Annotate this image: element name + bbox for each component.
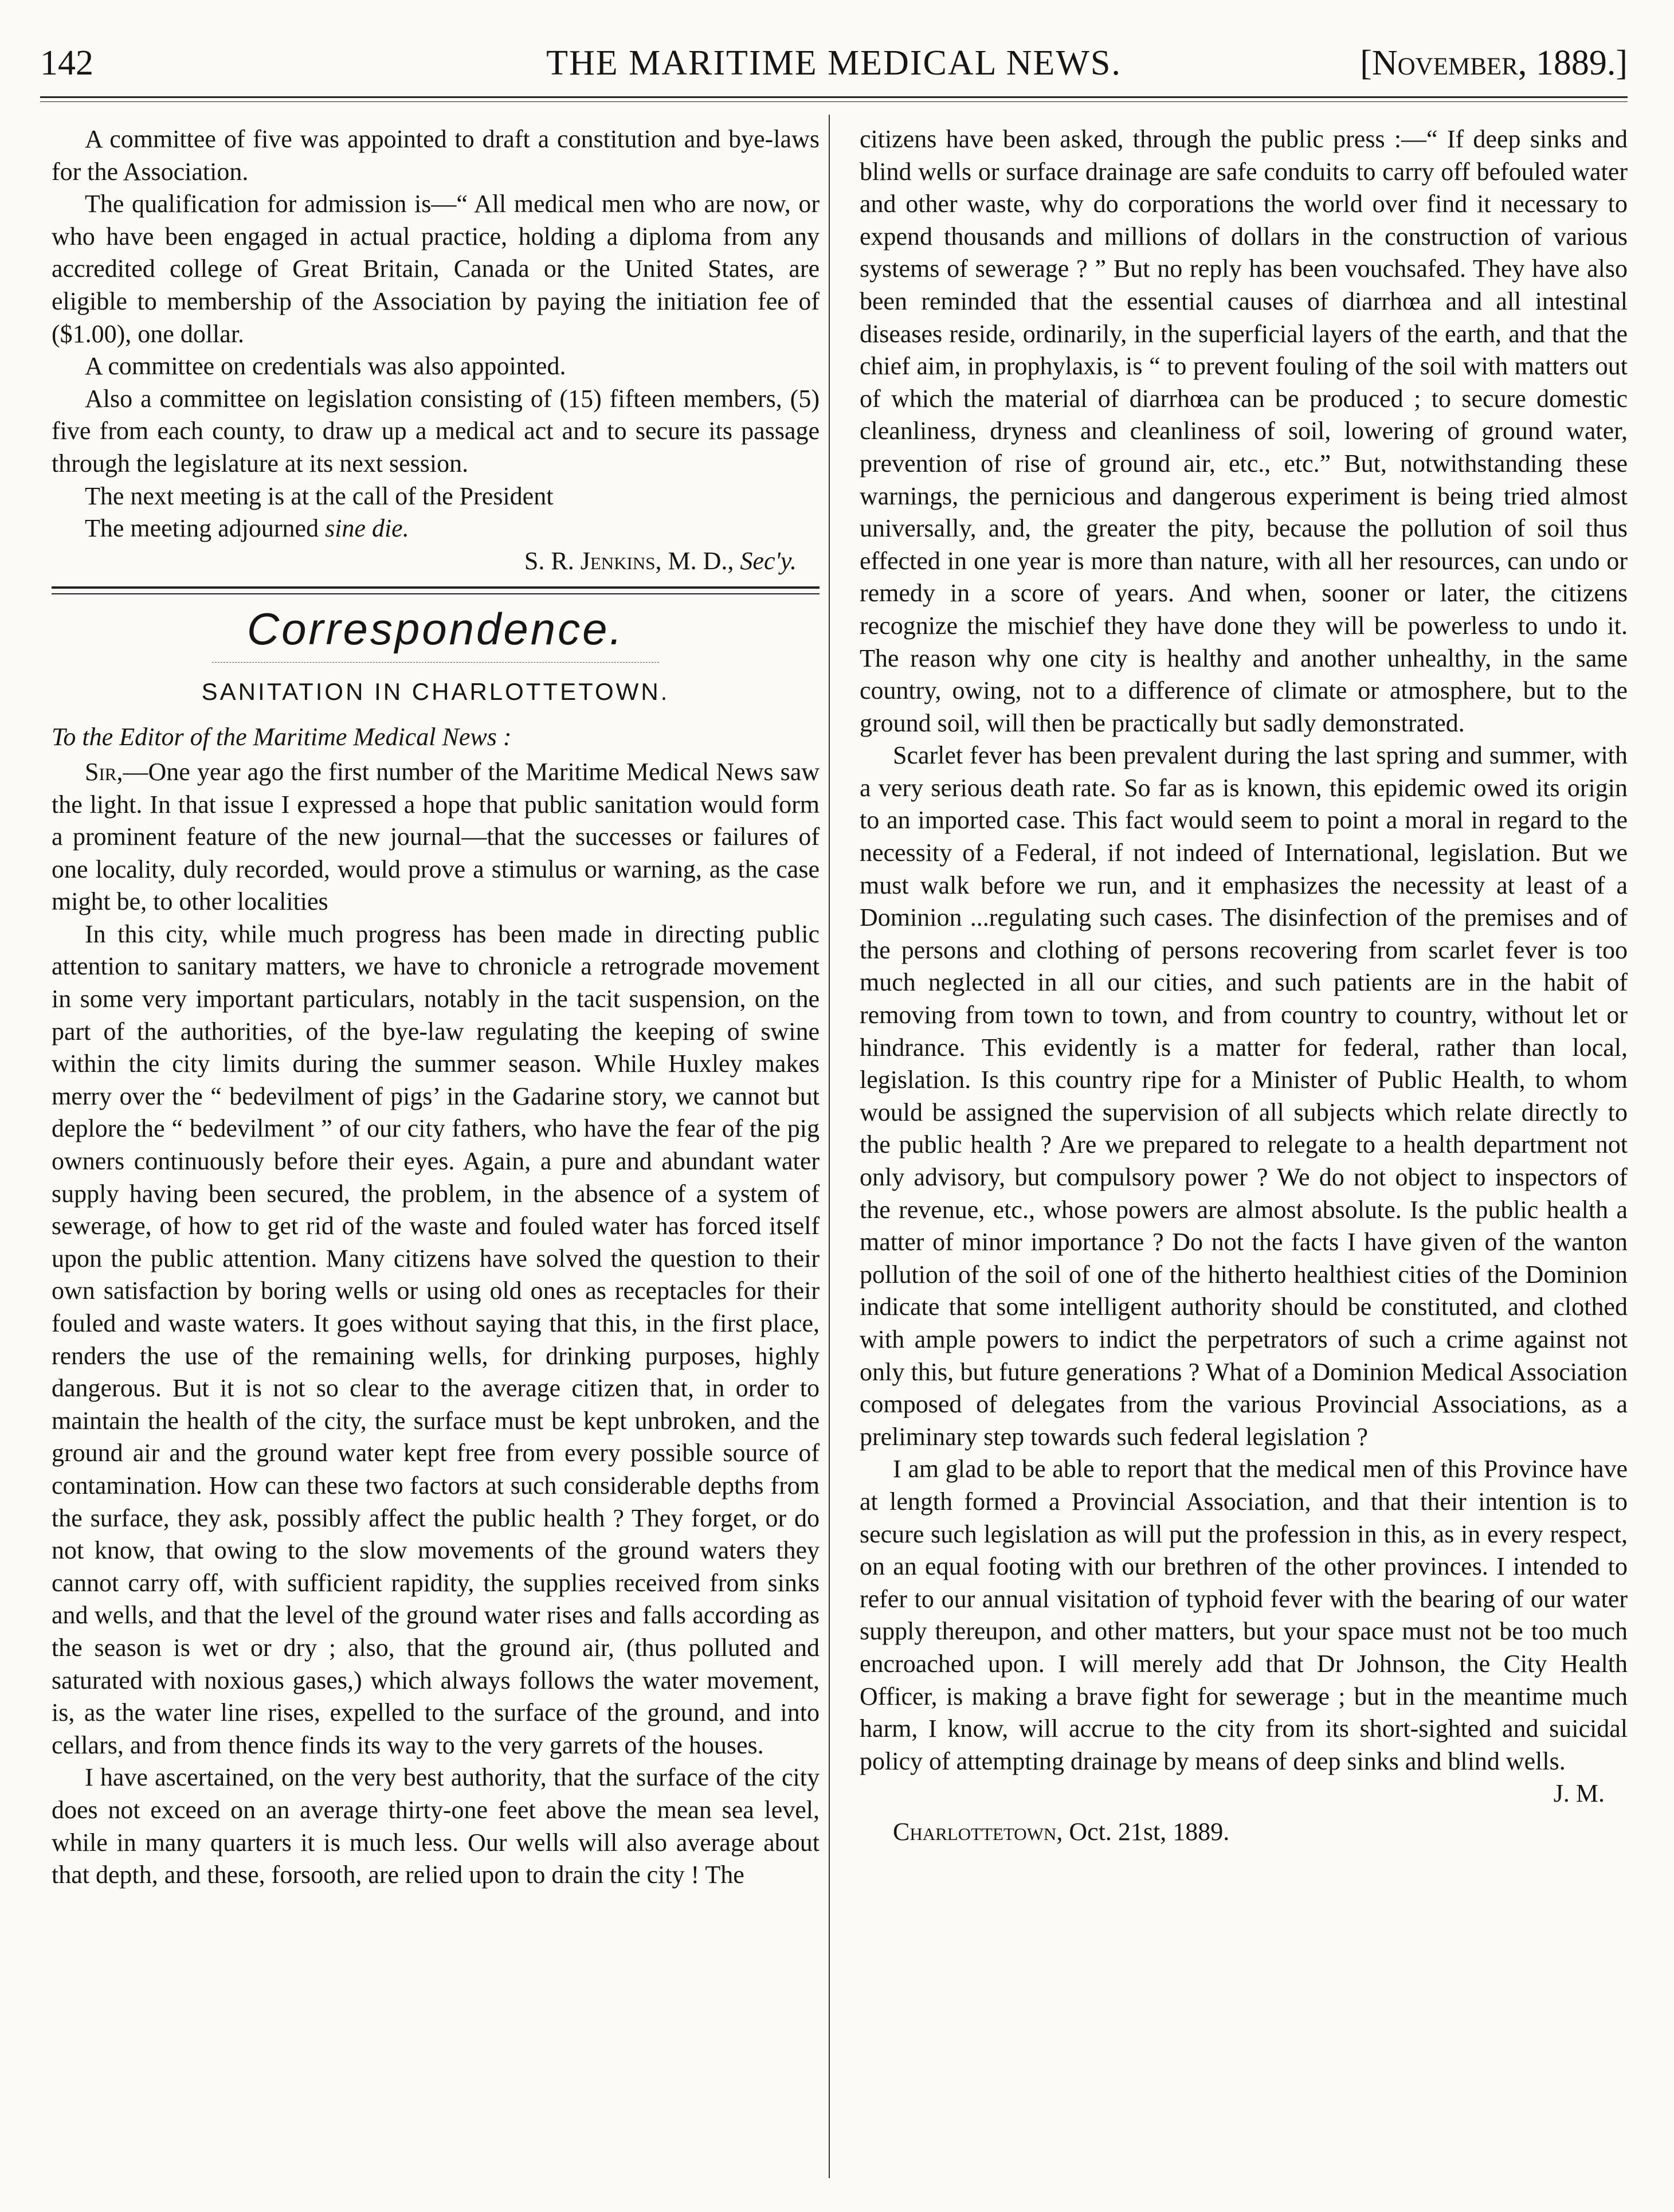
running-header	[40, 34, 1628, 92]
paragraph: In this city, while much progress has been made in directing public attention to sanitary matters, we have to chronicle a retrograde movement in some very important particulars, notably in the tacit suspension, on the part of the authorities, of the bye-law regulating the keeping of swine within the city limits during the summer season. While Huxley makes merry over the “ bedevilment of pigs’ in the Gadarine story, we cannot but deplore the “ bedevilment ” of our city fathers, who have the fear of the pig owners continuously before their eyes. Again, a pure and abundant water supply having been secured, the problem, in the absence of a system of sewerage, of how to get rid of the waste and fouled water has forced itself upon the public attention. Many citizens have solved the question to their own satisfaction by boring wells or using old ones as receptacles for their fouled and waste waters. It goes without saying that this, in the first place, renders the use of the remaining wells, for drinking purposes, highly dangerous. But it is not so clear to the average citizen that, in order to maintain the health of the city, the surface must be kept unbroken, and the ground air and the ground water kept free from every possible source of contamination. How can these two factors at such considerable depths from the surface, they ask, possibly affect the public health ? They forget, or do not know, that owing to the slow movements of the ground waters they cannot carry off, with sufficient rapidity, the supplies received from sinks and wells, and that the level of the ground water rises and falls according as the season is wet or dry ; also, that the ground air, (thus polluted and saturated with noxious gases,) which always follows the water movement, is, as the water line rises, expelled to the surface of the ground, and into cellars, and from thence finds its way to the very garrets of the houses.	[52, 919, 820, 1759]
section-rule	[52, 586, 820, 594]
journal-title: THE MARITIME MEDICAL NEWS.	[546, 44, 1122, 83]
paragraph	[52, 512, 820, 545]
paragraph: Also a committee on legislation consisting of (15) fifteen members, (5) five from each county, to draw up a medical act and to secure its passage through the legislature at its next session.	[52, 384, 820, 477]
dateline-place: Charlottetown	[893, 1817, 1057, 1846]
adjourned-text: The meeting adjourned	[85, 514, 326, 543]
section-subrule	[212, 662, 659, 663]
signature-name: S. R. Jenkins, M. D.,	[524, 546, 740, 575]
signature-title: Sec'y.	[740, 546, 797, 575]
dateline-date: , Oct. 21st, 1889.	[1056, 1817, 1230, 1846]
section-title: Correspondence.	[246, 604, 625, 655]
paragraph: I am glad to be able to report that the medical men of this Province have at length formed a Provincial Association, and that their intention is to secure such legislation as will put the profession in this, as in every respect, on an equal footing with our brethren of the other provinces. I intended to refer to our annual visitation of typhoid fever with the bearing of our water supply thereupon, and other matters, but your space must not be too much encroached upon. I will merely add that Dr Johnson, the City Health Officer, is making a brave fight for sewerage ; but in the meantime much harm, I know, will accrue to the city from its short-sighted and suicidal policy of attempting drainage by means of deep sinks and blind wells.	[860, 1455, 1628, 1775]
sine-die: sine die.	[325, 514, 409, 543]
header-rule	[40, 96, 1628, 102]
issue-date: [November, 1889.]	[1360, 44, 1628, 83]
paragraph: A committee of five was appointed to draft a constitution and bye-laws for the Association.	[52, 125, 820, 186]
column-divider	[829, 115, 830, 2178]
left-column	[52, 123, 820, 1892]
page-number: 142	[40, 44, 93, 83]
paragraph: I have ascertained, on the very best authority, that the surface of the city does not exceed on an average thirty-one feet above the mean sea level, while in many quarters it is much less. Our wells will also average about that depth, and these, forsooth, are relied upon to drain the city ! The	[52, 1763, 820, 1889]
paragraph: citizens have been asked, through the public press :—“ If deep sinks and blind wells or surface drainage are safe conduits to carry off befouled water and other waste, why do corporations the world over find it necessary to expend thousands and millions of dollars in the construction of various systems of sewerage ? ” But no reply has been vouchsafed. They have also been reminded that the essential causes of diarrhœa and all intestinal diseases reside, ordinarily, in the superficial layers of the earth, and that the chief aim, in prophylaxis, is “ to prevent fouling of the soil with matters out of which the material of diarrhœa can be produced ; to secure domestic cleanliness, dryness and cleanliness of soil, lowering of ground water, prevention of rise of ground air, etc., etc.” But, notwithstanding these warnings, the pernicious and dangerous experiment is being tried almost universally, and, the greater the pity, because the pollution of soil thus effected in one year is more than nature, with all her resources, can undo or remedy in a score of years. And when, sooner or later, the citizens recognize the mischief they have done they will be powerless to undo it. The reason why one city is healthy and another unhealthy, in the same country, owing, not to a difference of climate or atmosphere, but to the ground soil, will then be practically but sadly demonstrated.	[860, 125, 1628, 737]
letter-text: —One year ago the first number of the Maritime Medical News saw the light. In that issue I expressed a hope that public sanitation would form a prominent feature of the new journal—that the successes or failures of one locality, duly recorded, would prove a stimulus or warning, as the case might be, to other localities	[52, 757, 820, 916]
right-column	[860, 123, 1628, 1848]
dateline	[860, 1816, 1628, 1849]
letter-initials: J. M.	[1553, 1779, 1605, 1808]
salutation: To the Editor of the Maritime Medical News :	[52, 723, 512, 751]
paragraph: Scarlet fever has been prevalent during the last spring and summer, with a very serious death rate. So far as is known, this epidemic owed its origin to an imported case. This fact would seem to point a moral in regard to the necessity of a Federal, if not indeed of International, legislation. But we must walk before we run, and it emphasizes the necessity at least of a Dominion ...regulating such cases. The disinfection of the premises and of the persons and clothing of persons recovering from scarlet fever is too much neglected in all our cities, and such patients are in the habit of removing from town to town, and from country to country, without let or hindrance. This evidently is a matter for federal, rather than local, legislation. Is this country ripe for a Minister of Public Health, to whom would be assigned the supervision of all subjects which relate directly to the public health ? Are we prepared to relegate to a health department not only advisory, but compulsory power ? We do not object to inspectors of the revenue, etc., whose powers are almost absolute. Is the public health a matter of minor importance ? Do not the facts I have given of the wanton pollution of the soil of one of the hitherto healthiest cities of the Dominion indicate that some intelligent authority should be constituted, and clothed with ample powers to indict the perpetrators of such a crime against not only this, but future generations ? What of a Dominion Medical Association composed of delegates from the various Provincial Associations, as a preliminary step towards such federal legislation ?	[860, 741, 1628, 1451]
letter-open: Sir,	[85, 757, 123, 786]
paragraph: The qualification for admission is—“ All medical men who are now, or who have been engaged in actual practice, holding a diploma from any accredited college of Great Britain, Canada or the United States, are eligible to membership of the Association by paying the initiation fee of ($1.00), one dollar.	[52, 190, 820, 348]
paragraph: The next meeting is at the call of the President	[85, 481, 554, 510]
paragraph	[52, 756, 820, 918]
paragraph: A committee on credentials was also appointed.	[85, 352, 566, 381]
article-title: SANITATION IN CHARLOTTETOWN.	[201, 678, 670, 706]
secretary-signature	[52, 545, 820, 578]
